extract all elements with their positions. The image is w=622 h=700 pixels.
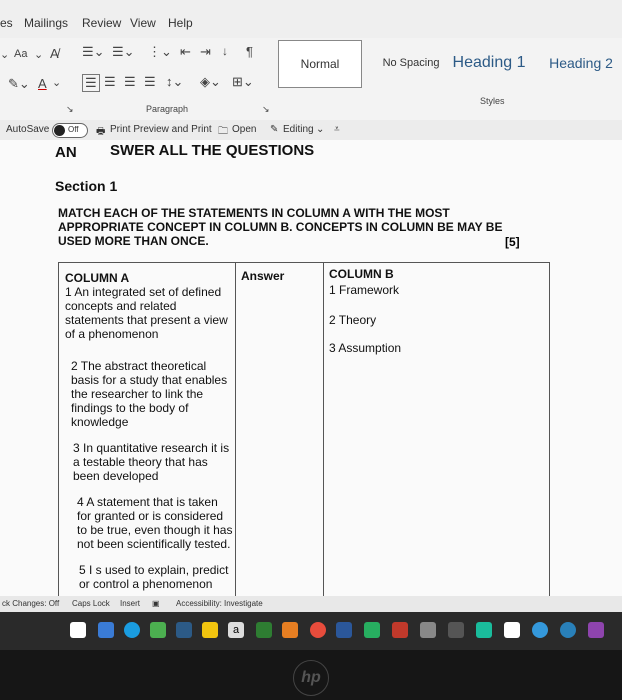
menu-item-review[interactable]: Review (82, 16, 122, 30)
menu-item-help[interactable]: Help (168, 16, 193, 30)
app-icon[interactable] (282, 622, 298, 638)
app-icon[interactable] (504, 622, 520, 638)
editing-button[interactable]: Editing (283, 124, 314, 135)
marks: [5] (505, 235, 520, 249)
app-icon[interactable] (176, 622, 192, 638)
menu-item-home-partial[interactable]: es (0, 16, 13, 30)
multilevel-list-icon[interactable]: ⋮⌄ (148, 44, 172, 59)
app-icon[interactable] (560, 622, 576, 638)
open-folder-icon[interactable]: 🗀 (218, 126, 228, 137)
app-icon[interactable] (588, 622, 604, 638)
caps-lock-status: Caps Lock (72, 599, 110, 608)
app-icon[interactable] (448, 622, 464, 638)
macro-icon[interactable]: ▣ (152, 599, 160, 608)
change-case-button[interactable]: Aa (14, 48, 28, 60)
ribbon (0, 38, 622, 120)
column-divider (235, 263, 236, 597)
app-icon[interactable] (532, 622, 548, 638)
column-divider (323, 263, 324, 597)
folder-icon[interactable] (202, 622, 218, 638)
editing-pencil-icon[interactable]: ✎ (270, 124, 279, 135)
change-case-chevron-icon[interactable]: ⌄ (34, 49, 44, 61)
finder-icon[interactable] (70, 622, 86, 638)
font-color-button[interactable]: A (38, 76, 47, 91)
editing-chevron-icon[interactable]: ⌄ (316, 124, 325, 135)
column-b-header: COLUMN B (329, 267, 394, 281)
shading-icon[interactable]: ◈⌄ (200, 74, 221, 89)
bullets-icon[interactable]: ☰⌄ (82, 44, 105, 59)
paragraph-group-label: Paragraph (146, 104, 189, 114)
column-a-item: 1 An integrated set of defined concepts and related statements that present a view of a phenomenon (65, 285, 228, 341)
matching-table (58, 262, 550, 598)
pilcrow-icon[interactable]: ¶ (246, 44, 253, 59)
style-heading-2[interactable]: Heading 2 (549, 55, 613, 71)
numbering-icon[interactable]: ☰⌄ (112, 44, 135, 59)
app-icon[interactable] (150, 622, 166, 638)
toggle-state: Off (68, 125, 79, 134)
open-button[interactable]: Open (232, 124, 257, 135)
instructions: MATCH EACH OF THE STATEMENTS IN COLUMN A WITH THE MOST APPROPRIATE CONCEPT IN COLUMN B. CONCEPTS IN COLUMN BE MAY BE USED MORE THAN ONCE. (58, 206, 503, 248)
column-a-item: 5 I s used to explain, predict or control a phenomenon (79, 563, 229, 591)
app-icon[interactable] (420, 622, 436, 638)
column-a-item: 2 The abstract theoretical basis for a study that enables the researcher to link the findings to the body of knowledge (71, 359, 228, 429)
style-no-spacing[interactable]: No Spacing (382, 57, 440, 69)
decrease-indent-icon[interactable]: ⇤ (180, 44, 191, 59)
app-icon[interactable] (476, 622, 492, 638)
facetime-icon[interactable] (98, 622, 114, 638)
print-preview-button[interactable]: Print Preview and Print (110, 124, 212, 135)
column-b-item: 2 Theory (329, 313, 377, 327)
sort-icon[interactable]: ↓ (222, 44, 228, 58)
borders-icon[interactable]: ⊞⌄ (232, 74, 254, 89)
section-title: Section 1 (55, 178, 118, 194)
column-a-item: 3 In quantitative research it is a testable theory that has been developed (73, 441, 230, 483)
app-icon[interactable] (310, 622, 326, 638)
style-heading-1[interactable]: Heading 1 (452, 54, 526, 71)
customize-toolbar-icon[interactable]: ⩡ (334, 124, 340, 135)
browser-icon[interactable] (124, 622, 140, 638)
font-color-chevron-icon[interactable]: ⌄ (52, 77, 62, 89)
insert-status[interactable]: Insert (120, 599, 141, 608)
style-normal[interactable]: Normal (278, 40, 362, 88)
heading-part-an: AN (55, 144, 77, 161)
styles-group-label: Styles (480, 96, 505, 106)
align-right-icon[interactable]: ☰ (124, 74, 136, 89)
app-icon[interactable] (256, 622, 272, 638)
menu-bar (0, 0, 622, 38)
column-a-header: COLUMN A (65, 271, 130, 285)
column-b-item: 1 Framework (329, 283, 400, 297)
font-size-chevron-icon[interactable]: ⌄ (0, 49, 10, 61)
hp-logo: hp (293, 660, 329, 696)
clear-formatting-icon[interactable]: A̸ (50, 46, 59, 61)
track-changes-status[interactable]: ck Changes: Off (2, 599, 60, 608)
dock (0, 612, 622, 650)
menu-item-mailings[interactable]: Mailings (24, 16, 69, 30)
autosave-toggle[interactable] (52, 123, 88, 138)
align-center-icon[interactable]: ☰ (104, 74, 116, 89)
font-dialog-launcher-icon[interactable]: ↘ (66, 104, 74, 114)
increase-indent-icon[interactable]: ⇥ (200, 44, 211, 59)
align-left-icon[interactable]: ☰ (82, 74, 100, 92)
highlight-icon[interactable]: ✎⌄ (8, 76, 30, 91)
heading-part-rest: SWER ALL THE QUESTIONS (110, 142, 315, 159)
justify-icon[interactable]: ☰ (144, 74, 156, 89)
app-icon[interactable] (392, 622, 408, 638)
paragraph-dialog-launcher-icon[interactable]: ↘ (262, 104, 270, 114)
accessibility-status[interactable]: Accessibility: Investigate (176, 599, 263, 608)
column-a-item: 4 A statement that is taken for granted or is considered to be true, even though it has not been scientifically tested. (77, 495, 233, 551)
menu-item-view[interactable]: View (130, 16, 156, 30)
answer-header: Answer (241, 269, 285, 283)
status-bar (0, 596, 622, 612)
toggle-knob (54, 125, 65, 136)
quick-access-bar (0, 120, 622, 140)
app-icon[interactable] (364, 622, 380, 638)
word-icon[interactable] (336, 622, 352, 638)
column-b-item: 3 Assumption (329, 341, 402, 355)
autosave-label: AutoSave (6, 124, 50, 135)
print-preview-icon[interactable]: 🖶 (96, 126, 106, 137)
text-app-icon[interactable]: a (228, 622, 244, 638)
line-spacing-icon[interactable]: ↕⌄ (166, 74, 184, 89)
